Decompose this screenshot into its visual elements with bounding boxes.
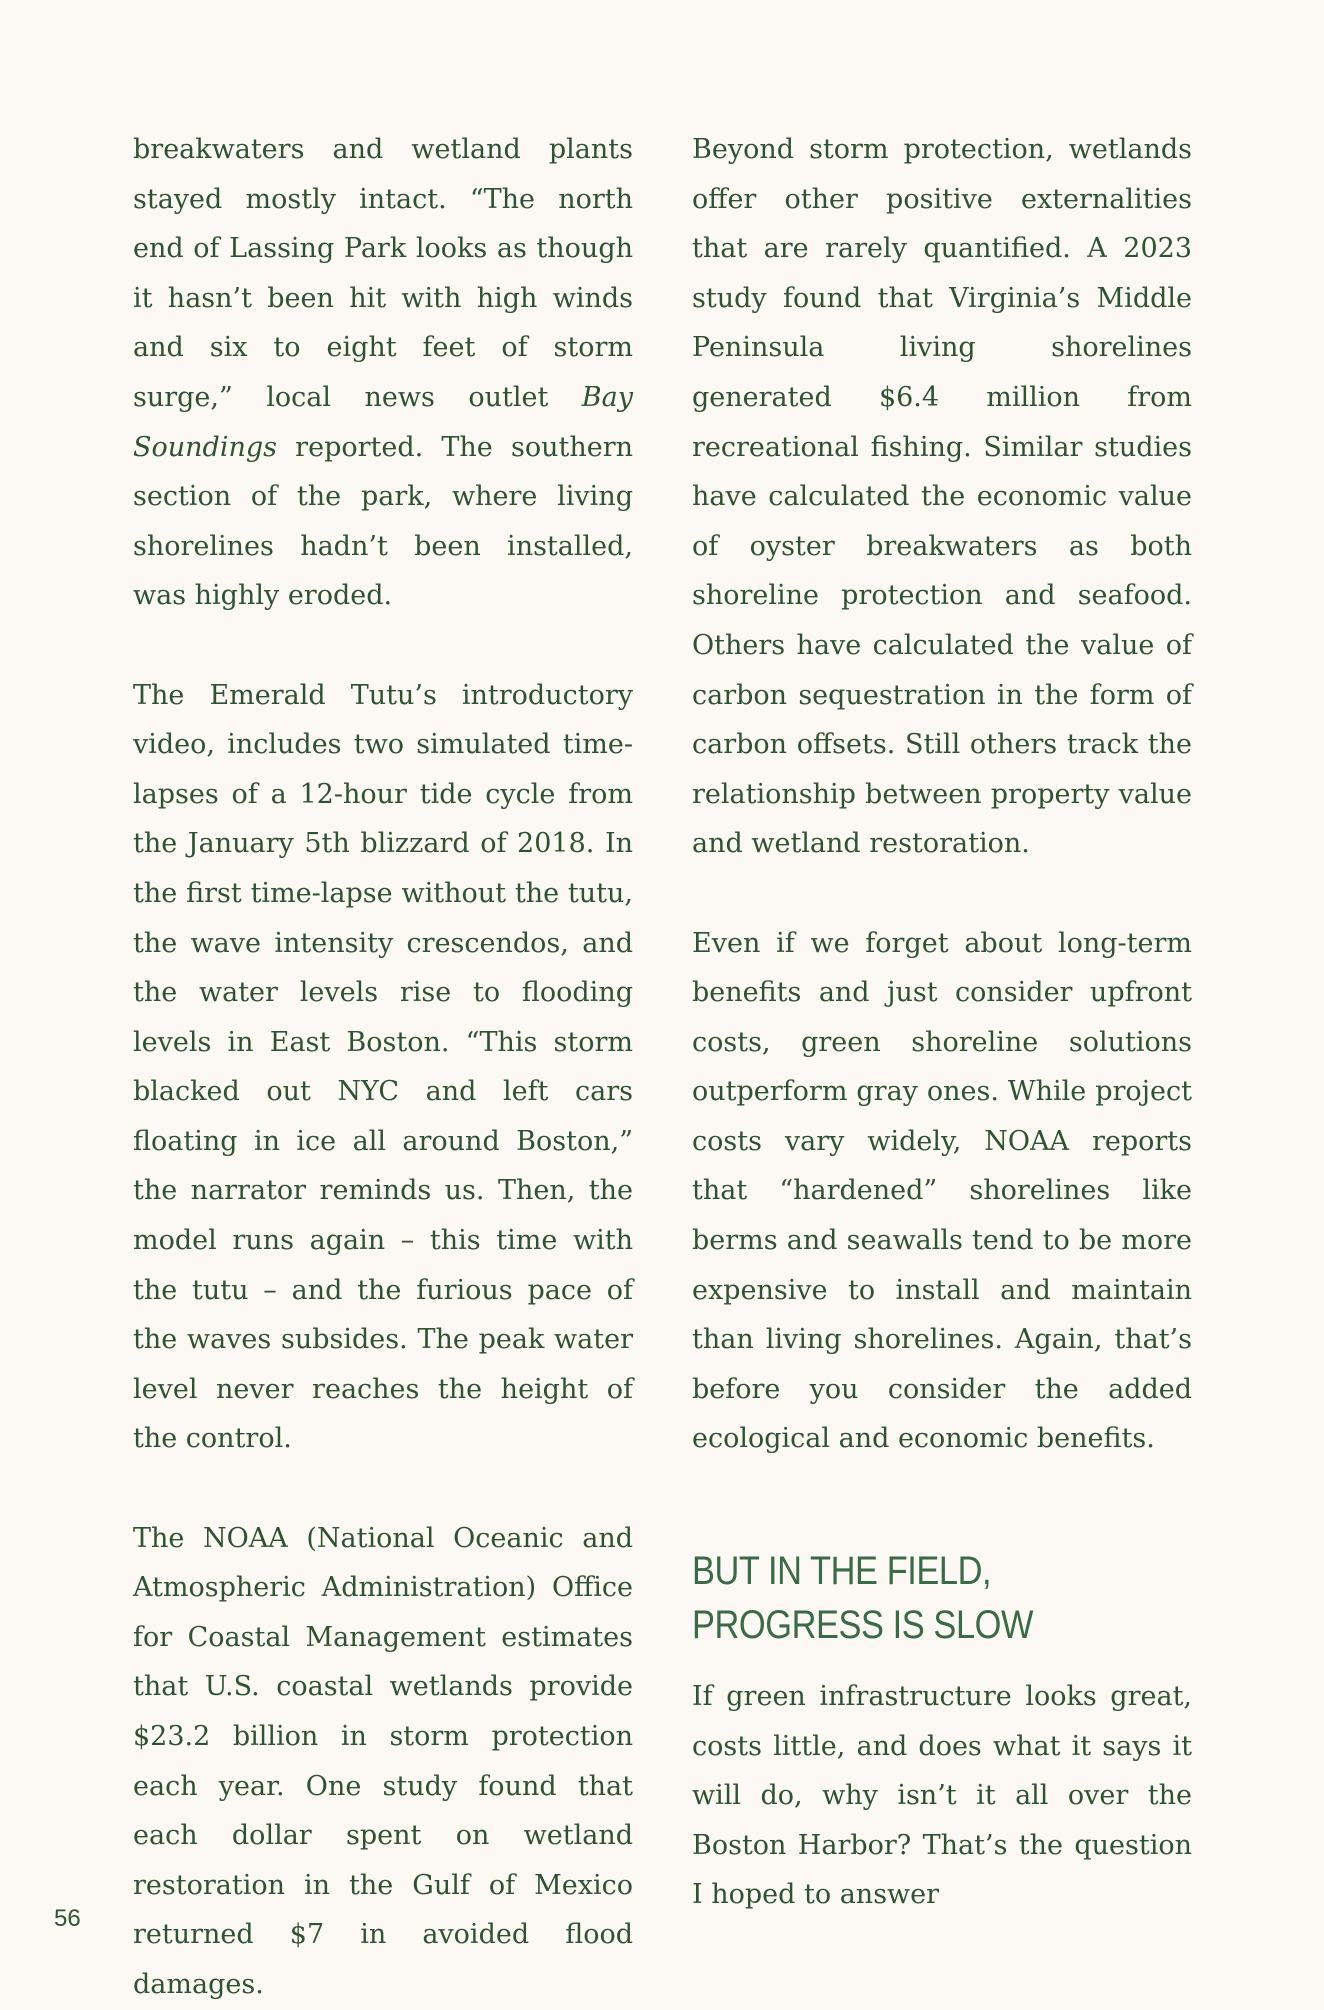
- section-heading: BUT IN THE FIELD, PROGRESS IS SLOW: [692, 1549, 1034, 1648]
- paragraph-text: breakwaters and wetland plants stayed mostly intact. “The north end of Lassing Park looks as though it hasn’t been hit with high winds and six to eight feet of storm surge,” local news outlet: [133, 134, 633, 413]
- paragraph-text-end: reported. The southern section of the park, where living shorelines hadn’t been installed, was highly eroded.: [133, 431, 633, 612]
- page-number: 56: [54, 1905, 81, 1932]
- right-column: [692, 125, 1192, 1920]
- paragraph-upfront-costs: Even if we forget about long-term benefits and just consider upfront costs, green shoreline solutions outperform gray ones. While project costs vary widely, NOAA reports that “hardened” shorelines like berms and seawalls tend to be more expensive to install and maintain than living shorelines. Again, that’s before you consider the added ecological and economic benefits.: [692, 927, 1192, 1455]
- paragraph-progress-question: If green infrastructure looks great, costs little, and does what it says it will do, why isn’t it all over the Boston Harbor? That’s the question I hoped to answer: [692, 1681, 1192, 1911]
- paragraph-positive-externalities: Beyond storm protection, wetlands offer other positive externalities that are rarely quantified. A 2023 study found that Virginia’s Middle Peninsula living shorelines generated $6.4 million from recreational fishing. Similar studies have calculated the economic value of oyster breakwaters as both shoreline protection and seafood. Others have calculated the value of carbon sequestration in the form of carbon offsets. Still others track the relationship between property value and wetland restoration.: [692, 134, 1192, 860]
- paragraph-emerald-tutu-video: The Emerald Tutu’s introductory video, includes two simulated time-lapses of a 12-hour tide cycle from the January 5th blizzard of 2018. In the first time-lapse without the tutu, the wave intensity crescendos, and the water levels rise to flooding levels in East Boston. “This storm blacked out NYC and left cars floating in ice all around Boston,” the narrator reminds us. Then, the model runs again – this time with the tutu – and the furious pace of the waves subsides. The peak water level never reaches the height of the control.: [133, 679, 633, 1455]
- news-outlet-name: Bay Soundings: [133, 381, 633, 463]
- left-column: [133, 125, 633, 2010]
- paragraph-noaa-estimates: The NOAA (National Oceanic and Atmospheric Administration) Office for Coastal Management estimates that U.S. coastal wetlands provide $23.2 billion in storm protection each year. One study found that each dollar spent on wetland restoration in the Gulf of Mexico returned $7 in avoided flood damages.: [133, 1522, 633, 2000]
- paragraph-lassing-park: [133, 125, 633, 621]
